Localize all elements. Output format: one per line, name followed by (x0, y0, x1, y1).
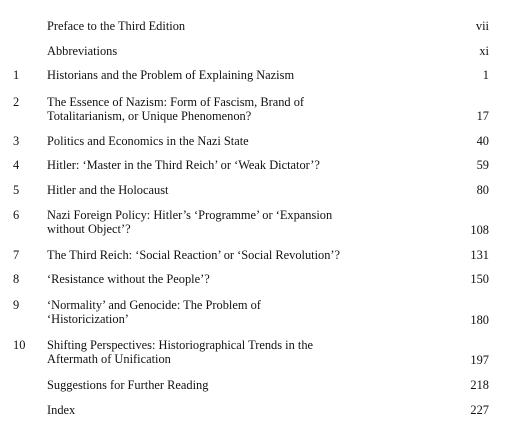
chapter-number: 5 (13, 183, 20, 197)
chapter-number: 6 (13, 208, 20, 222)
chapter-title-line: ‘Historicization’ (47, 312, 129, 326)
chapter-title (47, 183, 432, 197)
page-number: vii (475, 19, 489, 33)
page-number: xi (479, 44, 489, 58)
page-number: 197 (470, 353, 489, 367)
chapter-title-line: without Object’? (47, 222, 131, 236)
chapter-number: 8 (13, 272, 20, 286)
chapter-title-line: ‘Resistance without the People’? (47, 272, 210, 286)
page-number: 180 (470, 313, 489, 327)
chapter-title-line: The Essence of Nazism: Form of Fascism, Brand of (47, 95, 305, 109)
chapter-title-line: Shifting Perspectives: Historiographical Trends in the (47, 338, 314, 352)
chapter-title-line: Aftermath of Unification (47, 352, 171, 366)
chapter-title-line: Abbreviations (47, 44, 118, 58)
page-number: 108 (470, 223, 489, 237)
chapter-title (47, 208, 432, 236)
chapter-title-line: Politics and Economics in the Nazi State (47, 134, 249, 148)
chapter-number: 9 (13, 298, 20, 312)
chapter-number: 7 (13, 248, 20, 262)
chapter-number: 1 (13, 68, 20, 82)
chapter-title-line: Hitler: ‘Master in the Third Reich’ or ‘Weak Dictator’? (47, 158, 320, 172)
chapter-title (47, 19, 432, 33)
chapter-title (47, 158, 432, 172)
page-number: 80 (476, 183, 489, 197)
chapter-title (47, 68, 432, 82)
page-number: 59 (476, 158, 489, 172)
chapter-title-line: Preface to the Third Edition (47, 19, 186, 33)
chapter-title (47, 272, 432, 286)
chapter-title (47, 44, 432, 58)
chapter-title-line: The Third Reich: ‘Social Reaction’ or ‘Social Revolution’? (47, 248, 341, 262)
chapter-number: 4 (13, 158, 20, 172)
page-number: 1 (482, 68, 489, 82)
chapter-title (47, 298, 432, 326)
page-number: 150 (470, 272, 489, 286)
page-number: 218 (470, 378, 489, 392)
page-number: 227 (470, 403, 489, 417)
chapter-title-line: Totalitarianism, or Unique Phenomenon? (47, 109, 252, 123)
chapter-title-line: Hitler and the Holocaust (47, 183, 169, 197)
chapter-title (47, 378, 432, 392)
chapter-title (47, 248, 432, 262)
chapter-title-line: Suggestions for Further Reading (47, 378, 209, 392)
chapter-title (47, 338, 432, 366)
chapter-number: 10 (13, 338, 26, 352)
page-number: 40 (476, 134, 489, 148)
chapter-title (47, 134, 432, 148)
chapter-title (47, 403, 432, 417)
chapter-title-line: Index (47, 403, 76, 417)
page-number: 17 (476, 109, 489, 123)
chapter-title-line: Nazi Foreign Policy: Hitler’s ‘Programme’ or ‘Expansion (47, 208, 333, 222)
chapter-title-line: Historians and the Problem of Explaining Nazism (47, 68, 295, 82)
chapter-number: 3 (13, 134, 20, 148)
chapter-title-line: ‘Normality’ and Genocide: The Problem of (47, 298, 261, 312)
chapter-number: 2 (13, 95, 20, 109)
chapter-title (47, 95, 432, 123)
page-number: 131 (470, 248, 489, 262)
